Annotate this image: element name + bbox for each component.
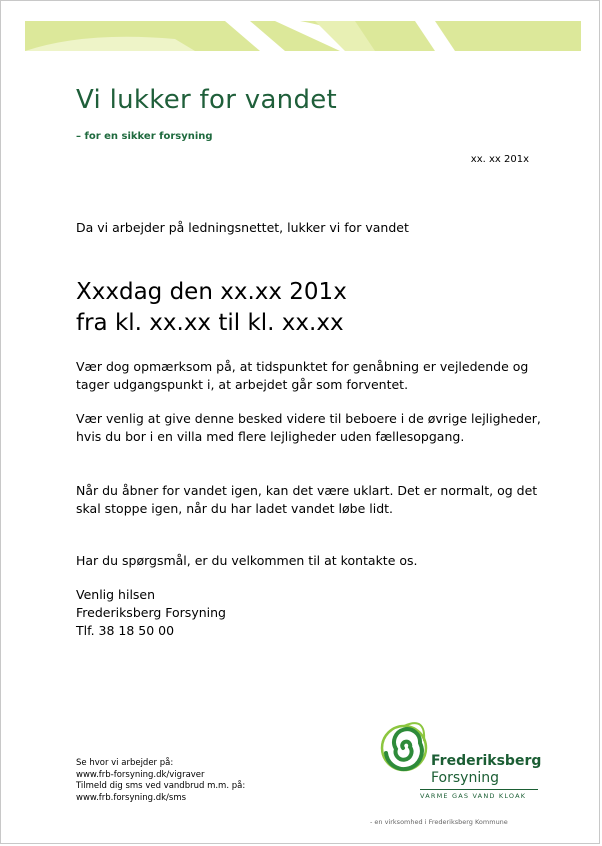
footer-line-3: Tilmeld dig sms ved vandbrud m.m. på:: [76, 781, 246, 791]
footer-line-1: Se hvor vi arbejder på:: [76, 758, 174, 768]
letter-date: xx. xx 201x: [470, 154, 529, 165]
phone-number: Tlf. 38 18 50 00: [76, 623, 175, 638]
headline-day: Xxxdag den xx.xx 201x: [76, 279, 347, 305]
greeting: Venlig hilsen: [76, 587, 156, 602]
footer-link-sms[interactable]: www.frb.forsyning.dk/sms: [76, 792, 187, 803]
logo-name-line-1: Frederiksberg: [431, 753, 542, 769]
page-subtitle: – for en sikker forsyning: [76, 131, 213, 142]
page-title: Vi lukker for vandet: [76, 85, 338, 115]
paragraph-reopening: Vær dog opmærksom på, at tidspunktet for genåbning er vejledende og tager udgangspunkt i, at arbejdet går som forventet.: [76, 359, 529, 392]
signoff: [76, 586, 226, 640]
logo-tagline: VARME GAS VAND KLOAK: [420, 792, 527, 800]
header-banner: [25, 21, 581, 51]
paragraph-cloudy-water: Når du åbner for vandet igen, kan det være uklart. Det er normalt, og det skal stoppe igen, når du har ladet vandet løbe lidt.: [76, 483, 538, 516]
footer-info: [76, 758, 245, 804]
footer-note: - en virksomhed i Frederiksberg Kommune: [370, 818, 508, 826]
intro-text: Da vi arbejder på ledningsnettet, lukker vi for vandet: [76, 220, 409, 235]
headline-time: fra kl. xx.xx til kl. xx.xx: [76, 310, 344, 336]
logo-name-line-2: Forsyning: [431, 770, 499, 786]
company-name: Frederiksberg Forsyning: [76, 605, 226, 620]
closure-headline: [76, 277, 347, 339]
footer-link-vigraver[interactable]: www.frb-forsyning.dk/vigraver: [76, 769, 205, 780]
logo-divider: [420, 789, 538, 790]
paragraph-pass-on: Vær venlig at give denne besked videre til beboere i de øvrige lejligheder, hvis du bor i en villa med flere lejligheder uden fællesopgang.: [76, 411, 541, 444]
paragraph-questions: Har du spørgsmål, er du velkommen til at kontakte os.: [76, 553, 418, 568]
